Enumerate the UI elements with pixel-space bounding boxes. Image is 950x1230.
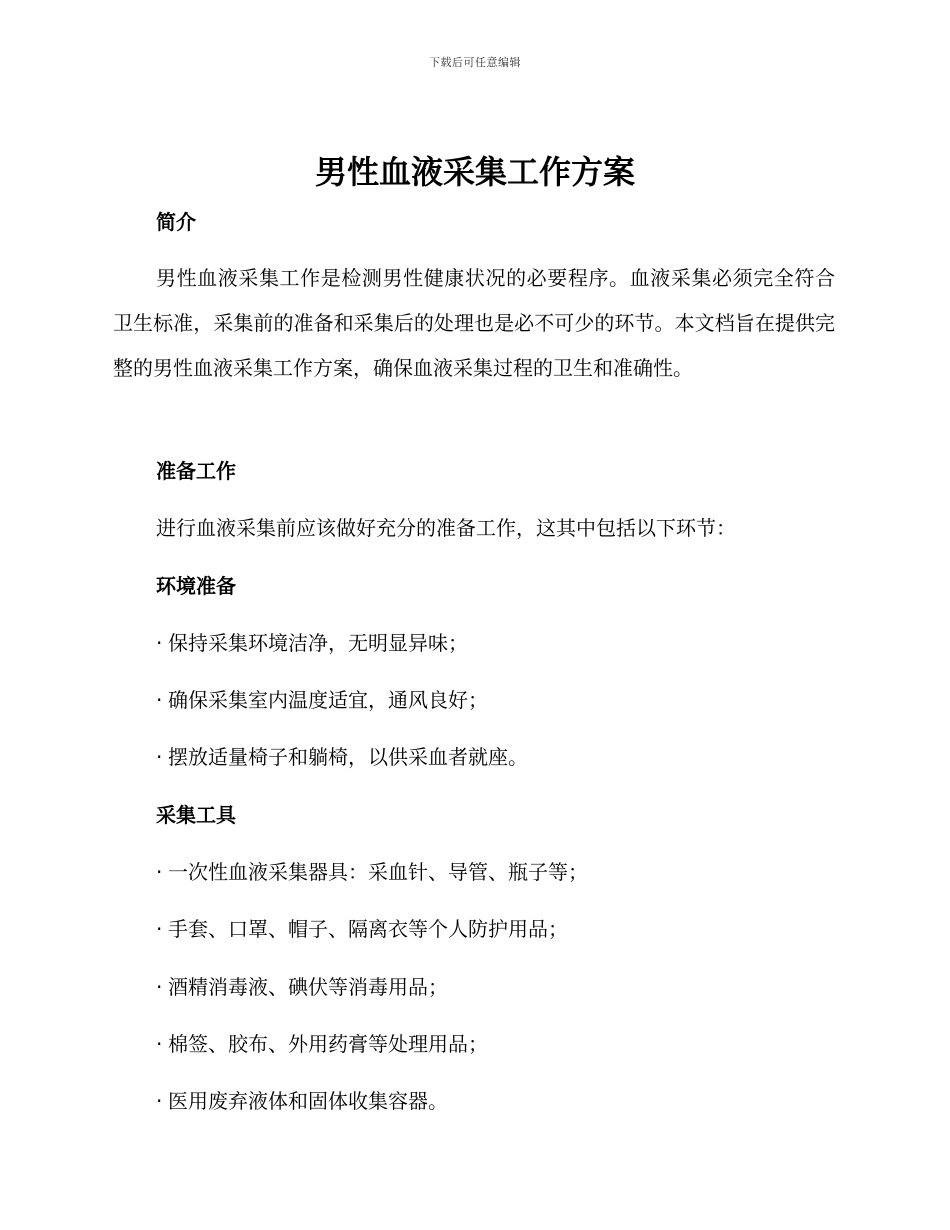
bullet-mark: ·	[156, 631, 163, 655]
bullet-mark: ·	[156, 745, 163, 769]
list-item	[156, 1030, 488, 1058]
list-item	[156, 743, 528, 771]
document-title: 男性血液采集工作方案	[314, 153, 635, 191]
list-item-text: 酒精消毒液、碘伏等消毒用品；	[168, 975, 448, 999]
intro-paragraph: 男性血液采集工作是检测男性健康状况的必要程序。血液采集必须完全符合卫生标准，采集前的准备和采集后的处理也是必不可少的环节。本文档旨在提供完整的男性血液采集工作方案，确保血液采集过程的卫生和准确性。	[113, 266, 835, 380]
list-item	[156, 686, 488, 714]
subsection-heading-environment: 环境准备	[156, 574, 236, 598]
preparation-paragraph: 进行血液采集前应该做好充分的准备工作，这其中包括以下环节：	[156, 516, 736, 540]
list-item-text: 一次性血液采集器具：采血针、导管、瓶子等；	[168, 860, 588, 884]
list-item-text: 医用废弃液体和固体收集容器。	[168, 1089, 448, 1113]
page-header-note: 下载后可任意编辑	[429, 56, 521, 69]
bullet-mark: ·	[156, 688, 163, 712]
subsection-heading-tools: 采集工具	[156, 803, 236, 827]
bullet-mark: ·	[156, 860, 163, 884]
list-item	[156, 858, 588, 886]
list-item-text: 摆放适量椅子和躺椅，以供采血者就座。	[168, 745, 528, 769]
bullet-mark: ·	[156, 975, 163, 999]
list-item-text: 棉签、胶布、外用药膏等处理用品；	[168, 1032, 488, 1056]
bullet-mark: ·	[156, 1089, 163, 1113]
list-item	[156, 629, 468, 657]
list-item-text: 手套、口罩、帽子、隔离衣等个人防护用品；	[168, 917, 568, 941]
bullet-mark: ·	[156, 917, 163, 941]
list-item	[156, 1087, 448, 1115]
bullet-mark: ·	[156, 1032, 163, 1056]
list-item-text: 保持采集环境洁净，无明显异味；	[168, 631, 468, 655]
list-item	[156, 915, 568, 943]
list-item-text: 确保采集室内温度适宜，通风良好；	[168, 688, 488, 712]
section-heading-preparation: 准备工作	[156, 459, 236, 483]
section-heading-intro: 简介	[156, 210, 196, 234]
list-item	[156, 973, 448, 1001]
